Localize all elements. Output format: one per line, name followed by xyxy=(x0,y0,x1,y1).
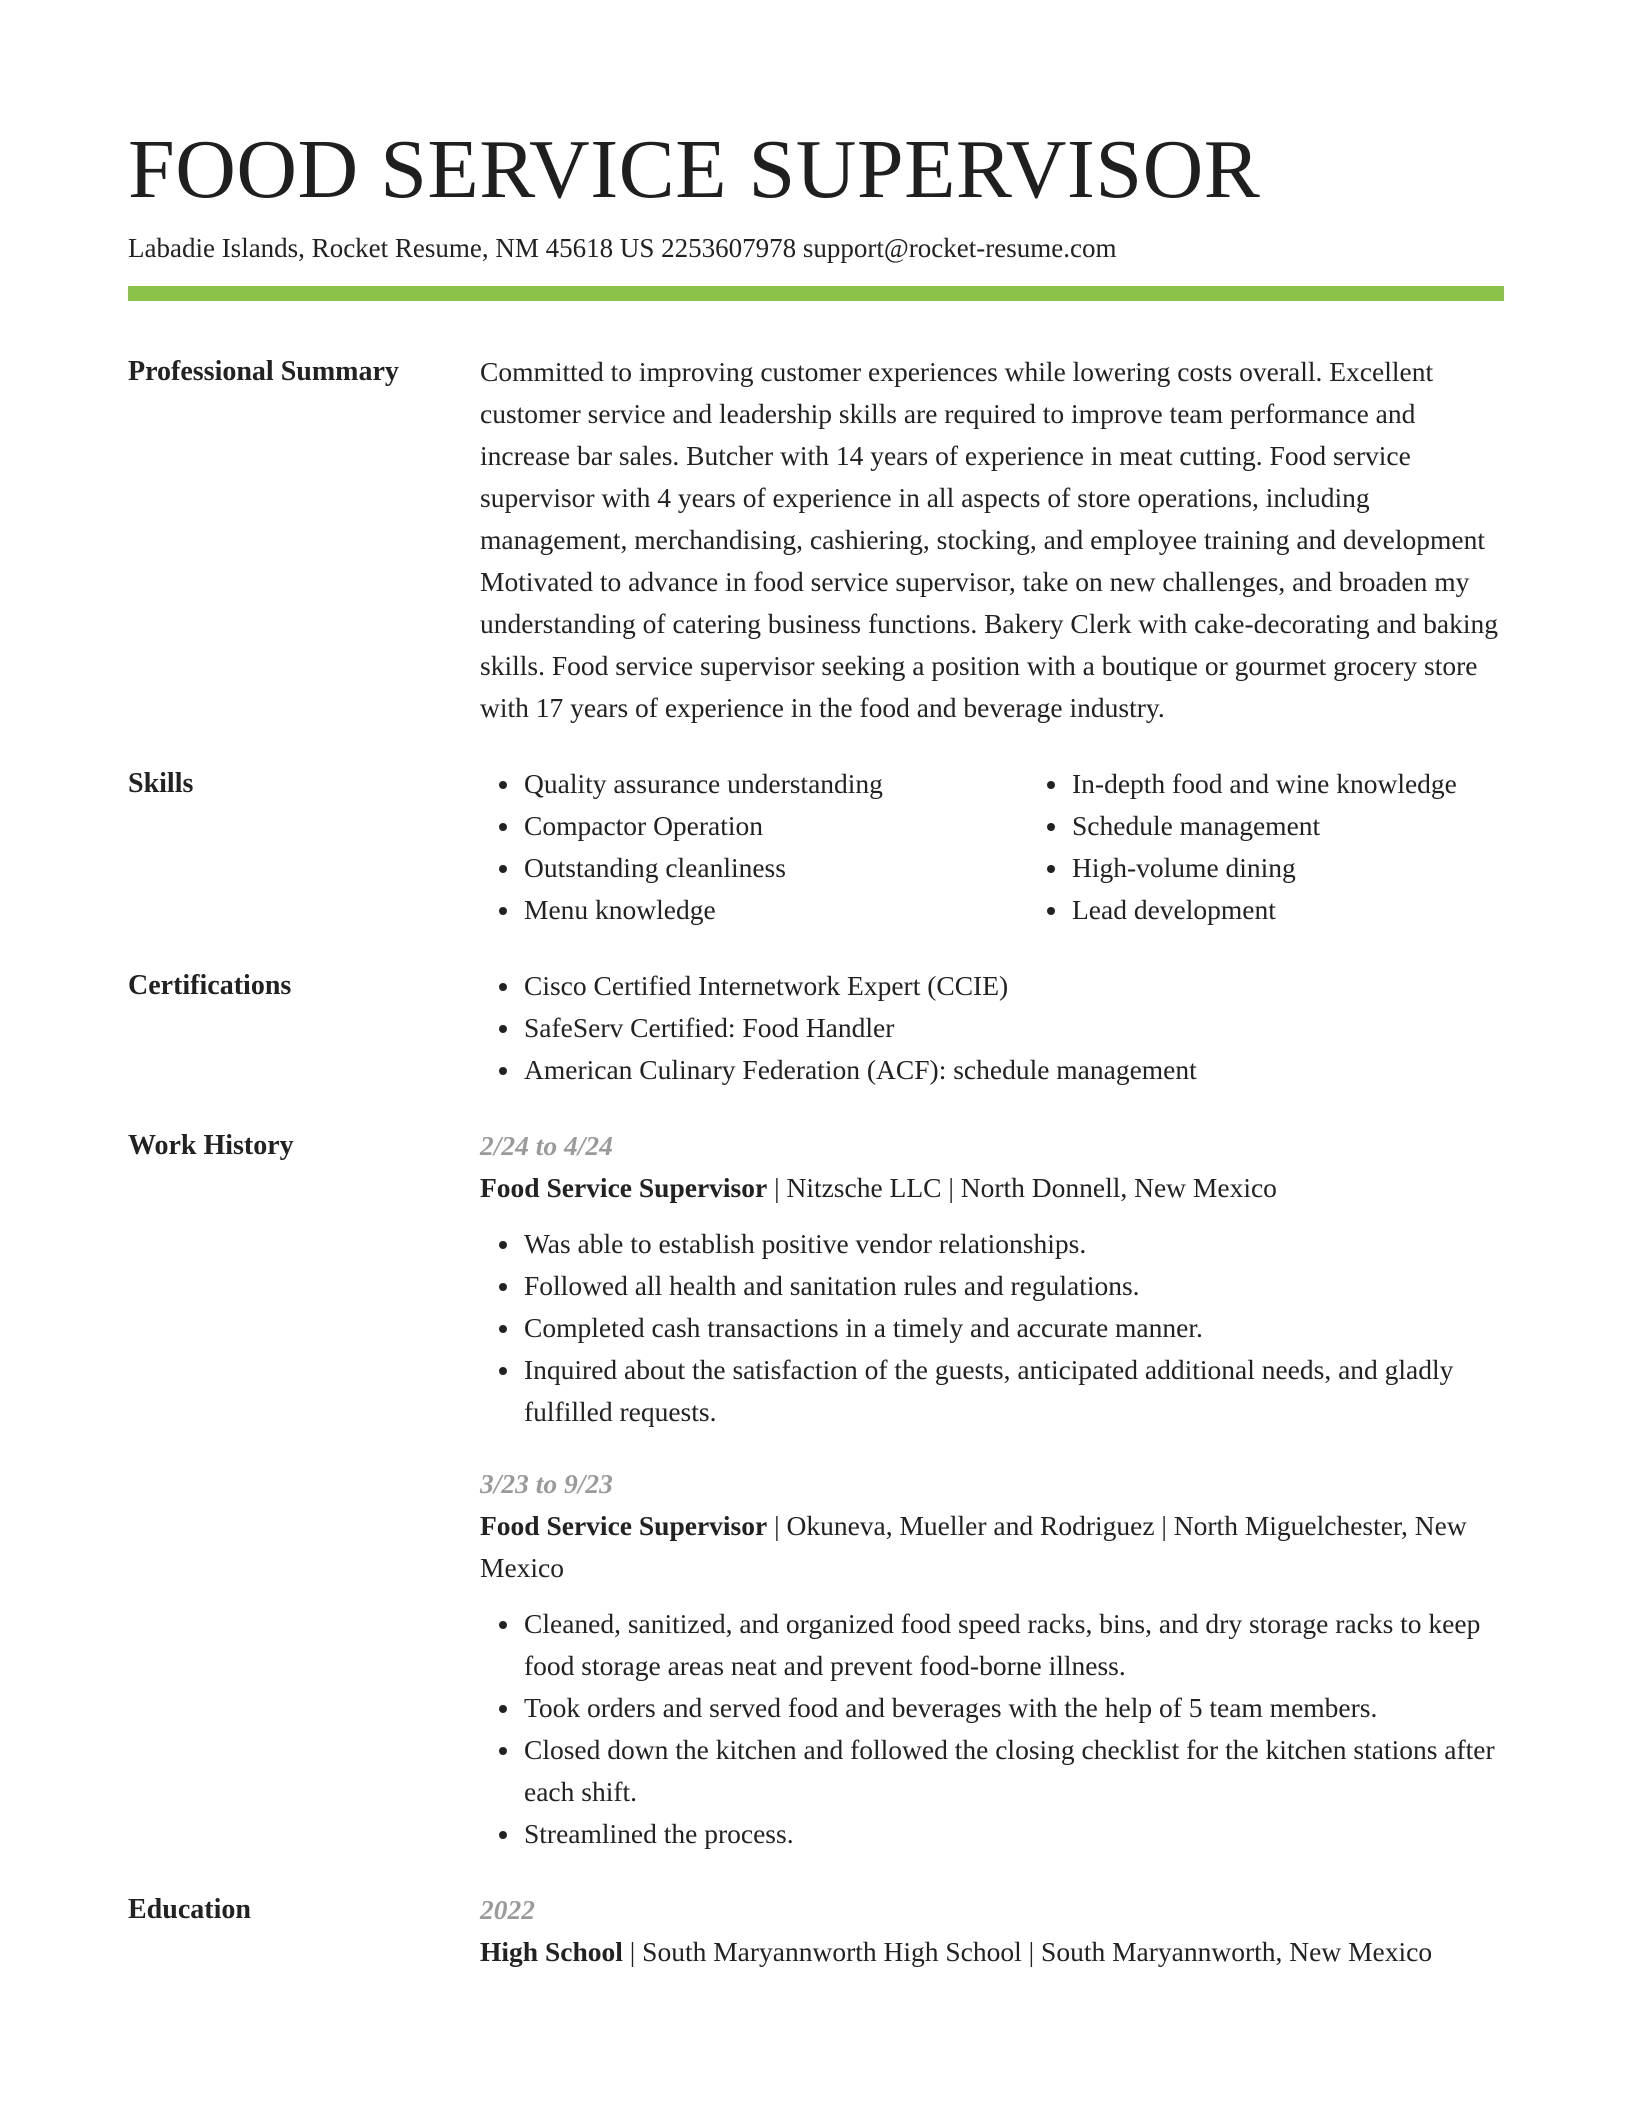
skills-list-left xyxy=(480,763,1028,931)
section-label-education: Education xyxy=(128,1894,251,1925)
summary-section xyxy=(128,351,1504,729)
education-degree: High School xyxy=(480,1936,623,1967)
job-details: | Okuneva, Mueller and Rodriguez | North Miguelchester, New Mexico xyxy=(480,1510,1467,1583)
summary-text: Committed to improving customer experiences while lowering costs overall. Excellent customer service and leadership skills are required to improve team performance and increase bar sales. Butcher with 14 years of experience in meat cutting. Food service supervisor with 4 years of experience in all aspects of store operations, including management, merchandising, cashiering, stocking, and employee training and development Motivated to advance in food service supervisor, take on new challenges, and broaden my understanding of catering business functions. Bakery Clerk with cake-decorating and baking skills. Food service supervisor seeking a position with a boutique or gourmet grocery store with 17 years of experience in the food and beverage industry. xyxy=(480,356,1498,723)
skills-list-right xyxy=(1028,763,1576,931)
list-item: Followed all health and sanitation rules and regulations. xyxy=(524,1265,1504,1307)
job-entry xyxy=(480,1125,1504,1433)
job-bullets xyxy=(480,1603,1504,1855)
section-label-skills: Skills xyxy=(128,768,194,799)
list-item: Schedule management xyxy=(1072,805,1576,847)
job-details: | Nitzsche LLC | North Donnell, New Mexico xyxy=(767,1172,1277,1203)
list-item: Lead development xyxy=(1072,889,1576,931)
work-history-section xyxy=(128,1125,1504,1855)
education-section xyxy=(128,1889,1504,1973)
list-item: Streamlined the process. xyxy=(524,1813,1504,1855)
list-item: Compactor Operation xyxy=(524,805,1028,847)
education-details: | South Maryannworth High School | South Maryannworth, New Mexico xyxy=(622,1936,1433,1967)
list-item: Quality assurance understanding xyxy=(524,763,1028,805)
job-title-line xyxy=(480,1167,1504,1209)
resume-page xyxy=(128,120,1504,1973)
list-item: Was able to establish positive vendor relationships. xyxy=(524,1223,1504,1265)
list-item: High-volume dining xyxy=(1072,847,1576,889)
list-item: Cisco Certified Internetwork Expert (CCIE) xyxy=(524,965,1504,1007)
header-divider xyxy=(128,286,1504,301)
education-date: 2022 xyxy=(480,1894,535,1925)
list-item: Cleaned, sanitized, and organized food speed racks, bins, and dry storage racks to keep food storage areas neat and prevent food-borne illness. xyxy=(524,1603,1504,1687)
list-item: Took orders and served food and beverages with the help of 5 team members. xyxy=(524,1687,1504,1729)
list-item: Outstanding cleanliness xyxy=(524,847,1028,889)
job-title: Food Service Supervisor xyxy=(480,1510,768,1541)
contact-info: Labadie Islands, Rocket Resume, NM 45618 US 2253607978 support@rocket-resume.com xyxy=(128,233,1117,263)
list-item: In-depth food and wine knowledge xyxy=(1072,763,1576,805)
job-title: Food Service Supervisor xyxy=(480,1172,768,1203)
job-title-line xyxy=(480,1505,1504,1589)
section-label-work-history: Work History xyxy=(128,1130,294,1161)
job-date: 3/23 to 9/23 xyxy=(480,1468,613,1499)
job-date: 2/24 to 4/24 xyxy=(480,1130,613,1161)
list-item: Inquired about the satisfaction of the guests, anticipated additional needs, and gladly fulfilled requests. xyxy=(524,1349,1504,1433)
list-item: Completed cash transactions in a timely and accurate manner. xyxy=(524,1307,1504,1349)
section-label-certifications: Certifications xyxy=(128,970,292,1001)
job-bullets xyxy=(480,1223,1504,1433)
list-item: SafeServ Certified: Food Handler xyxy=(524,1007,1504,1049)
list-item: Menu knowledge xyxy=(524,889,1028,931)
education-line xyxy=(480,1931,1504,1973)
section-label-summary: Professional Summary xyxy=(128,356,399,387)
list-item: Closed down the kitchen and followed the closing checklist for the kitchen stations after each shift. xyxy=(524,1729,1504,1813)
list-item: American Culinary Federation (ACF): schedule management xyxy=(524,1049,1504,1091)
skills-section xyxy=(128,763,1504,931)
job-entry xyxy=(480,1463,1504,1855)
candidate-name: FOOD SERVICE SUPERVISOR xyxy=(128,123,1261,216)
certifications-section xyxy=(128,965,1504,1091)
certifications-list xyxy=(480,965,1504,1091)
